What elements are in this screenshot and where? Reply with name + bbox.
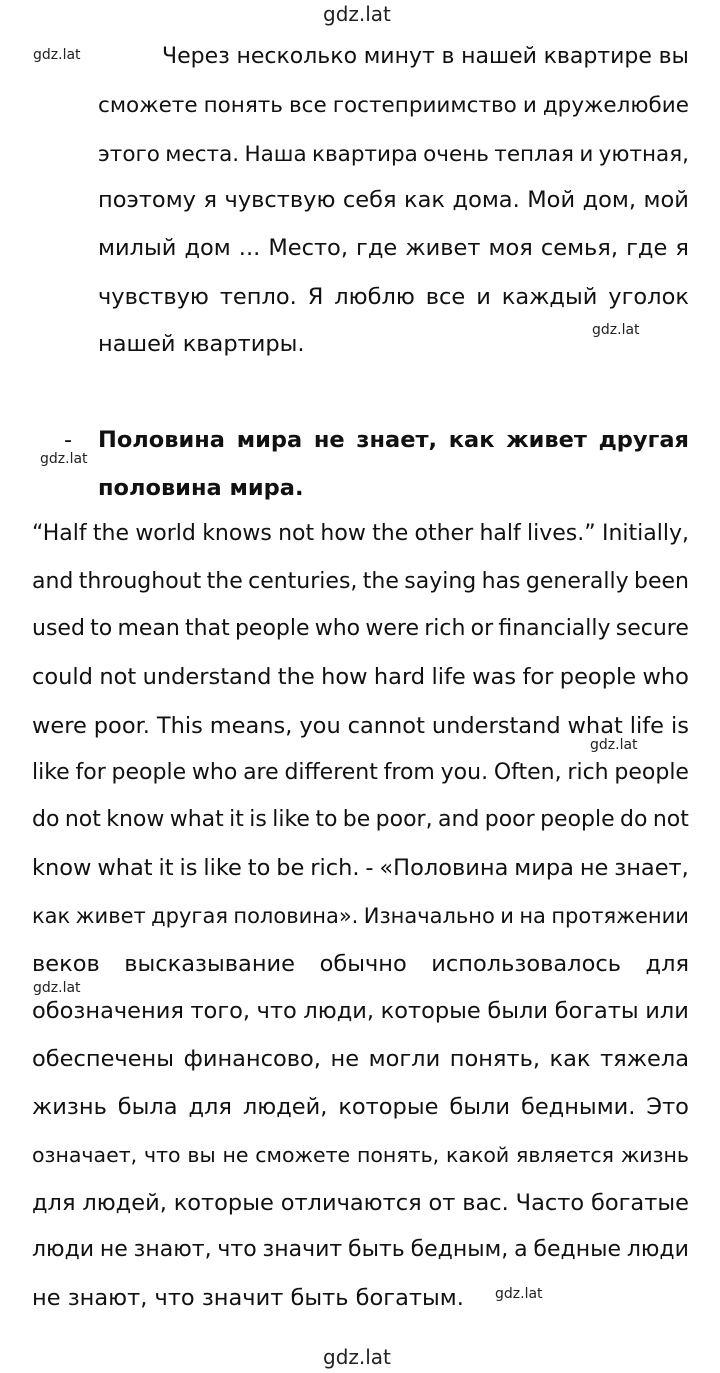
text-line: веков высказывание обычно использовалось для (32, 951, 689, 977)
watermark-inline: gdz.lat (33, 980, 81, 996)
text-line: люди не знают, что значит быть бедным, а бедные люди (32, 1237, 689, 1262)
text-line: нашей квартиры. (98, 331, 305, 357)
text-line: do not know what it is like to be poor, and poor people do not (32, 807, 689, 832)
watermark-inline: gdz.lat (590, 737, 638, 753)
heading-line: Половина мира не знает, как живет другая (98, 427, 689, 453)
text-line: означает, что вы не сможете понять, какой является жизнь (32, 1143, 689, 1167)
text-line: обозначения того, что люди, которые были богаты или (32, 998, 689, 1024)
watermark-inline: gdz.lat (40, 451, 88, 467)
text-line: like for people who are different from you. Often, rich people (32, 760, 689, 785)
text-line: could not understand the how hard life was for people who (32, 664, 689, 690)
text-line: поэтому я чувствую себя как дома. Мой дом, мой (98, 187, 689, 213)
text-line: не знают, что значит быть богатым. (32, 1285, 464, 1311)
text-line: and throughout the centuries, the saying has generally been (32, 569, 689, 594)
text-line: для людей, которые отличаются от вас. Часто богатые (32, 1190, 689, 1216)
text-line: used to mean that people who were rich or financially secure (32, 616, 689, 641)
text-line: know what it is like to be rich. - «Половина мира не знает, (32, 855, 689, 881)
text-line: Через несколько минут в нашей квартире вы (162, 44, 689, 69)
text-line: “Half the world knows not how the other half lives.” Initially, (32, 521, 689, 546)
text-line: как живет другая половина». Изначально и на протяжении (32, 904, 689, 928)
watermark-bottom: gdz.lat (323, 1345, 391, 1369)
watermark-top: gdz.lat (323, 2, 391, 26)
watermark-inline: gdz.lat (592, 322, 640, 338)
watermark-inline: gdz.lat (33, 47, 81, 63)
heading-line: половина мира. (98, 475, 304, 501)
watermark-inline: gdz.lat (495, 1286, 543, 1302)
text-line: обеспечены финансово, не могли понять, как тяжела (32, 1046, 689, 1072)
text-line: чувствую тепло. Я люблю все и каждый уголок (98, 284, 689, 310)
text-line: этого места. Наша квартира очень теплая и уютная, (98, 142, 689, 167)
text-line: were poor. This means, you cannot understand what life is (32, 713, 689, 739)
text-line: сможете понять все гостеприимство и дружелюбие (98, 93, 689, 118)
text-line: жизнь была для людей, которые были бедными. Это (32, 1094, 689, 1120)
list-dash: - (64, 427, 73, 453)
text-line: милый дом ... Место, где живет моя семья, где я (98, 235, 689, 261)
